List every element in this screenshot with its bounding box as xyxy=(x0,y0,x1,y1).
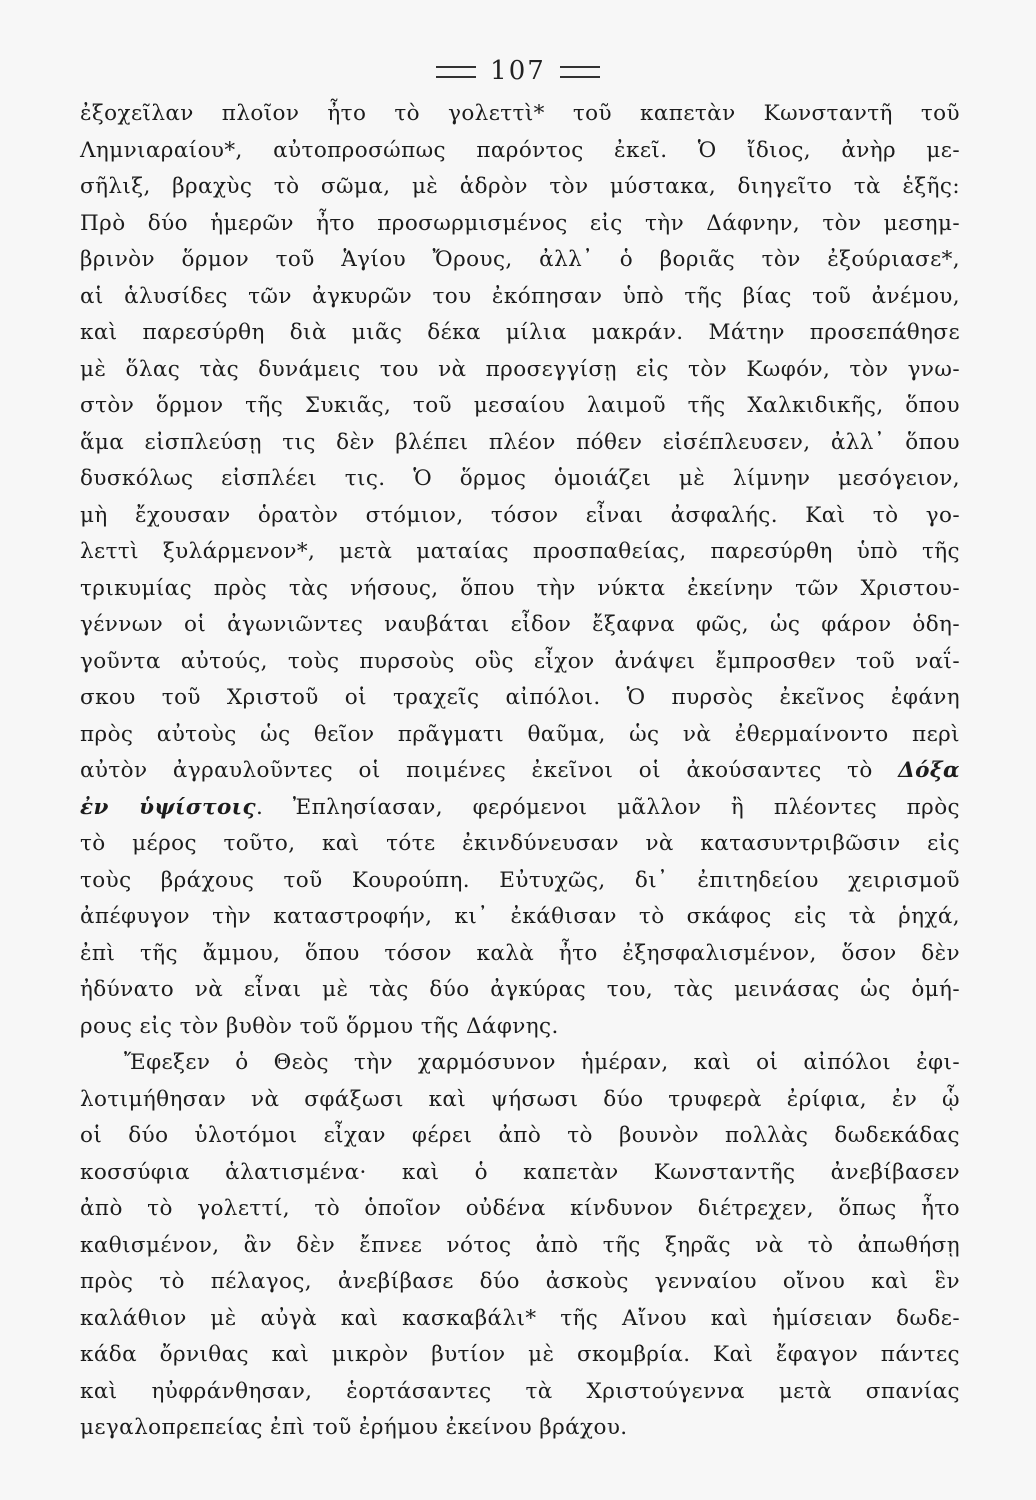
text-line: στὸν ὅρμον τῆς Συκιᾶς, τοῦ μεσαίου λαιμοῦ τῆς Χαλκιδικῆς, ὅπου xyxy=(80,393,960,418)
text-line: σκου τοῦ Χριστοῦ οἱ τραχεῖς αἰπόλοι. Ὁ πυρσὸς ἐκεῖνος ἐφάνη xyxy=(80,685,960,710)
page-header xyxy=(0,56,1036,86)
text-line: καλάθιον μὲ αὐγὰ καὶ κασκαβάλι* τῆς Αἴνου καὶ ἡμίσειαν δωδε- xyxy=(80,1305,960,1331)
emphasized-phrase: Δόξα xyxy=(898,758,960,783)
text-line: αἱ ἁλυσίδες τῶν ἀγκυρῶν του ἐκόπησαν ὑπὸ τῆς βίας τοῦ ἀνέμου, xyxy=(80,283,960,309)
text-line: πρὸς αὐτοὺς ὡς θεῖον πρᾶγματι θαῦμα, ὡς νὰ ἐθερμαίνοντο περὶ xyxy=(80,721,960,747)
text-line: ἅμα εἰσπλεύσῃ τις δὲν βλέπει πλέον πόθεν εἰσέπλευσεν, ἀλλ᾽ ὅπου xyxy=(80,429,960,455)
text-line: κάδα ὄρνιθας καὶ μικρὸν βυτίον μὲ σκομβρία. Καὶ ἔφαγον πάντες xyxy=(80,1342,960,1367)
header-rule-left xyxy=(436,66,476,78)
text-line: κοσσύφια ἁλατισμένα· καὶ ὁ καπετὰν Κωνσταντῆς ἀνεβίβασεν xyxy=(80,1159,960,1185)
page-number: 107 xyxy=(490,56,546,86)
emphasized-phrase: ἐν ὑψίστοις xyxy=(80,794,256,820)
text-line: ρους εἰς τὸν βυθὸν τοῦ ὅρμου τῆς Δάφνης. xyxy=(80,1013,559,1039)
text-line: τρικυμίας πρὸς τὰς νήσους, ὅπου τὴν νύκτα ἐκείνην τῶν Χριστου- xyxy=(80,575,960,601)
paragraph xyxy=(80,1045,960,1447)
header-rule-right xyxy=(560,66,600,78)
text-line: σῆλιξ, βραχὺς τὸ σῶμα, μὲ ἁδρὸν τὸν μύστακα, διηγεῖτο τὰ ἑξῆς: xyxy=(80,174,960,199)
paragraph xyxy=(80,96,960,1045)
text-line: δυσκόλως εἰσπλέει τις. Ὁ ὅρμος ὁμοιάζει μὲ λίμνην μεσόγειον, xyxy=(80,466,960,491)
text-line: καὶ ηὐφράνθησαν, ἑορτάσαντες τὰ Χριστούγεννα μετὰ σπανίας xyxy=(80,1378,960,1404)
text-line: λεττὶ ξυλάρμενον*, μετὰ ματαίας προσπαθείας, παρεσύρθη ὑπὸ τῆς xyxy=(80,539,960,564)
text-line: Λημνιαραίου*, αὐτοπροσώπως παρόντος ἐκεῖ. Ὁ ἴδιος, ἀνὴρ με- xyxy=(80,137,960,163)
text-line: λοτιμήθησαν νὰ σφάξωσι καὶ ψήσωσι δύο τρυφερὰ ἐρίφια, ἐν ᾧ xyxy=(80,1086,960,1112)
text-line: οἱ δύο ὑλοτόμοι εἶχαν φέρει ἀπὸ τὸ βουνὸν πολλὰς δωδεκάδας xyxy=(80,1123,960,1148)
text-line: τὸ μέρος τοῦτο, καὶ τότε ἐκινδύνευσαν νὰ κατασυντριβῶσιν εἰς xyxy=(80,831,960,856)
text-line: μὲ ὅλας τὰς δυνάμεις του νὰ προσεγγίσῃ εἰς τὸν Κωφόν, τὸν γνω- xyxy=(80,356,960,382)
text-line: μεγαλοπρεπείας ἐπὶ τοῦ ἐρήμου ἐκείνου βράχου. xyxy=(80,1415,628,1440)
text-line: Ἔφεξεν ὁ Θεὸς τὴν χαρμόσυνον ἡμέραν, καὶ οἱ αἰπόλοι ἐφι- xyxy=(124,1050,960,1075)
text-line: ἀπὸ τὸ γολεττί, τὸ ὁποῖον οὐδένα κίνδυνον διέτρεχεν, ὅπως ἦτο xyxy=(80,1196,960,1221)
text-line: τοὺς βράχους τοῦ Κουρούπη. Εὐτυχῶς, δι᾽ ἐπιτηδείου χειρισμοῦ xyxy=(80,867,960,893)
text-line: μὴ ἔχουσαν ὁρατὸν στόμιον, τόσον εἶναι ἀσφαλής. Καὶ τὸ γο- xyxy=(80,502,960,528)
text-line: γοῦντα αὐτούς, τοὺς πυρσοὺς οὓς εἶχον ἀνάψει ἔμπροσθεν τοῦ ναΐ- xyxy=(80,648,960,674)
text-line: Πρὸ δύο ἡμερῶν ἦτο προσωρμισμένος εἰς τὴν Δάφνην, τὸν μεσημ- xyxy=(80,210,960,236)
text-line: ἐξοχεῖλαν πλοῖον ἦτο τὸ γολεττὶ* τοῦ καπετὰν Κωνσταντῆ τοῦ xyxy=(80,101,960,126)
text-line: ἠδύνατο νὰ εἶναι μὲ τὰς δύο ἀγκύρας του, τὰς μεινάσας ὡς ὁμή- xyxy=(80,977,960,1002)
text-line: γέννων οἱ ἀγωνιῶντες ναυβάται εἶδον ἔξαφνα φῶς, ὡς φάρον ὁδη- xyxy=(80,612,960,637)
text-line: ἀπέφυγον τὴν καταστροφήν, κι᾽ ἐκάθισαν τὸ σκάφος εἰς τὰ ῥηχά, xyxy=(80,904,960,929)
text-line: αὐτὸν ἀγραυλοῦντες οἱ ποιμένες ἐκεῖνοι οἱ ἀκούσαντες τὸ Δόξα xyxy=(80,758,960,783)
body-text xyxy=(80,96,960,1447)
text-line: καὶ παρεσύρθη διὰ μιᾶς δέκα μίλια μακράν. Μάτην προσεπάθησε xyxy=(80,320,960,345)
text-line: ἐπὶ τῆς ἄμμου, ὅπου τόσον καλὰ ἦτο ἐξησφαλισμένον, ὅσον δὲν xyxy=(80,940,960,966)
text-line: ἐν ὑψίστοις. Ἐπλησίασαν, φερόμενοι μᾶλλον ἢ πλέοντες πρὸς xyxy=(80,794,960,820)
text-line: καθισμένον, ἂν δὲν ἔπνεε νότος ἀπὸ τῆς ξηρᾶς νὰ τὸ ἀπωθήσῃ xyxy=(80,1232,960,1258)
text-line: βρινὸν ὅρμον τοῦ Ἁγίου Ὄρους, ἀλλ᾽ ὁ βοριᾶς τὸν ἐξούριασε*, xyxy=(80,247,960,272)
text-line: πρὸς τὸ πέλαγος, ἀνεβίβασε δύο ἀσκοὺς γενναίου οἴνου καὶ ἓν xyxy=(80,1269,960,1294)
